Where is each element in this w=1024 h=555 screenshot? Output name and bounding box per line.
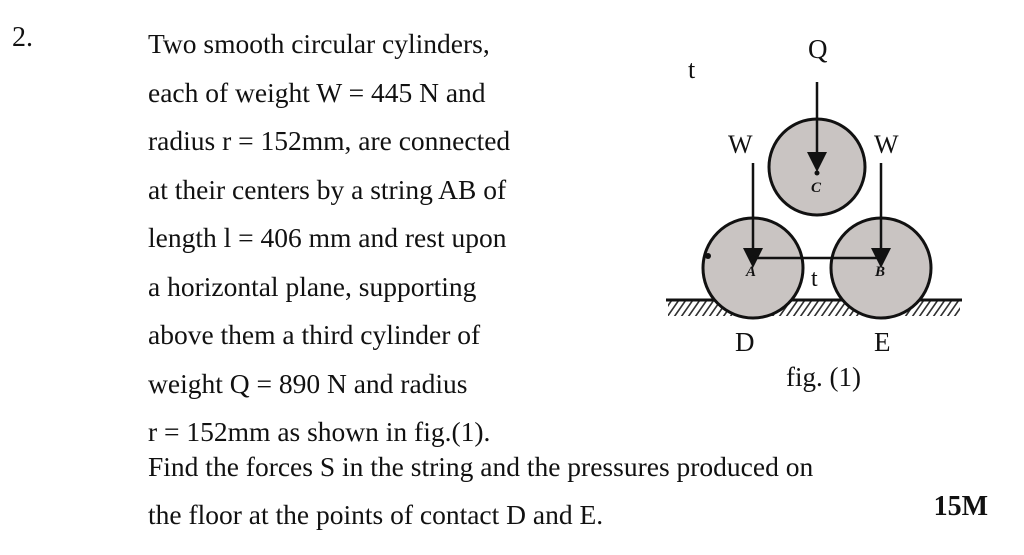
figure-caption: fig. (1): [786, 362, 861, 392]
label-w-right: W: [874, 130, 899, 159]
center-b-dot: [879, 256, 884, 261]
label-b: B: [875, 264, 886, 280]
statement-line: radius r = 152mm, are connected: [148, 125, 511, 156]
label-c: C: [811, 180, 822, 196]
task-line: the floor at the points of contact D and E.: [148, 499, 604, 530]
label-e: E: [874, 327, 891, 357]
statement-line: Two smooth circular cylinders,: [148, 28, 490, 59]
label-t-mid: t: [811, 266, 818, 292]
statement-line: above them a third cylinder of: [148, 319, 481, 350]
cylinder-diagram-svg: [650, 20, 980, 400]
statement-line: at their centers by a string AB of: [148, 173, 507, 205]
statement-line: a horizontal plane, supporting: [148, 270, 477, 302]
statement-line: r = 152mm as shown in fig.(1).: [148, 416, 491, 447]
center-c-dot: [815, 171, 820, 176]
label-w-left: W: [728, 130, 753, 159]
label-q: Q: [808, 34, 828, 64]
statement-line: length l = 406 mm and rest upon: [148, 222, 507, 253]
marks-label: 15M: [933, 491, 988, 522]
label-t-top: t: [688, 55, 696, 84]
center-a-dot: [751, 256, 756, 261]
label-d: D: [735, 327, 755, 357]
cylinder-diagram: [650, 20, 980, 400]
left-edge-dot: [705, 253, 711, 259]
statement-line: weight Q = 890 N and radius: [148, 367, 468, 399]
statement-line: each of weight W = 445 N and: [148, 76, 486, 108]
label-a: A: [746, 264, 757, 280]
task-line: Find the forces S in the string and the pressures produced on: [148, 451, 814, 482]
task-statement: [148, 443, 1008, 539]
problem-statement: [148, 20, 578, 457]
question-number: 2.: [12, 22, 33, 53]
